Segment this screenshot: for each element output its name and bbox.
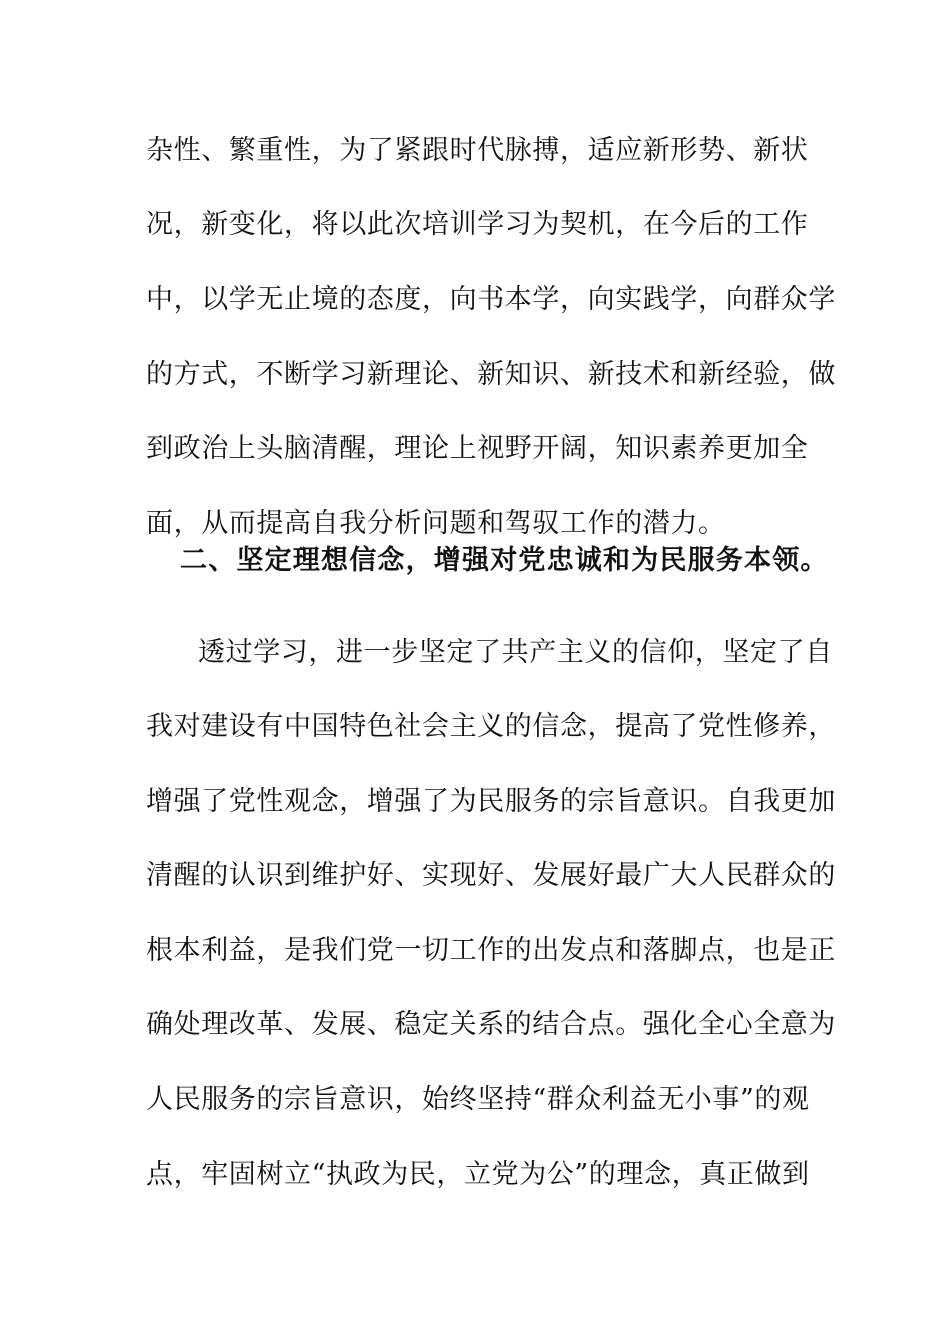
body-text-line: 增强了党性观念，增强了为民服务的宗旨意识。自我更加 (146, 786, 836, 817)
body-text-line: 根本利益，是我们党一切工作的出发点和落脚点，也是正 (146, 935, 836, 966)
body-text-line: 点，牢固树立“执政为民，立党为公”的理念，真正做到 (146, 1159, 810, 1190)
body-text-line: 的方式，不断学习新理论、新知识、新技术和新经验，做 (146, 359, 836, 390)
body-text-line: 到政治上头脑清醒，理论上视野开阔，知识素养更加全 (146, 433, 809, 464)
section-heading: 二、坚定理想信念，增强对党忠诚和为民服务本领。 (180, 545, 829, 576)
paragraph-first-line: 透过学习，进一步坚定了共产主义的信仰，坚定了自 (198, 637, 833, 668)
body-text-line: 中，以学无止境的态度，向书本学，向实践学，向群众学 (146, 284, 836, 315)
body-text-line: 人民服务的宗旨意识，始终坚持“群众利益无小事”的观 (146, 1084, 810, 1115)
body-text-line: 确处理改革、发展、稳定关系的结合点。强化全心全意为 (146, 1009, 836, 1040)
body-text-line: 清醒的认识到维护好、实现好、发展好最广大人民群众的 (146, 860, 836, 891)
body-text-line: 我对建设有中国特色社会主义的信念，提高了党性修养， (146, 711, 836, 742)
body-text-line: 面，从而提高自我分析问题和驾驭工作的潜力。 (146, 508, 726, 539)
body-text-line: 杂性、繁重性，为了紧跟时代脉搏，适应新形势、新状 (146, 135, 809, 166)
body-text-line: 况，新变化，将以此次培训学习为契机，在今后的工作 (146, 209, 809, 240)
